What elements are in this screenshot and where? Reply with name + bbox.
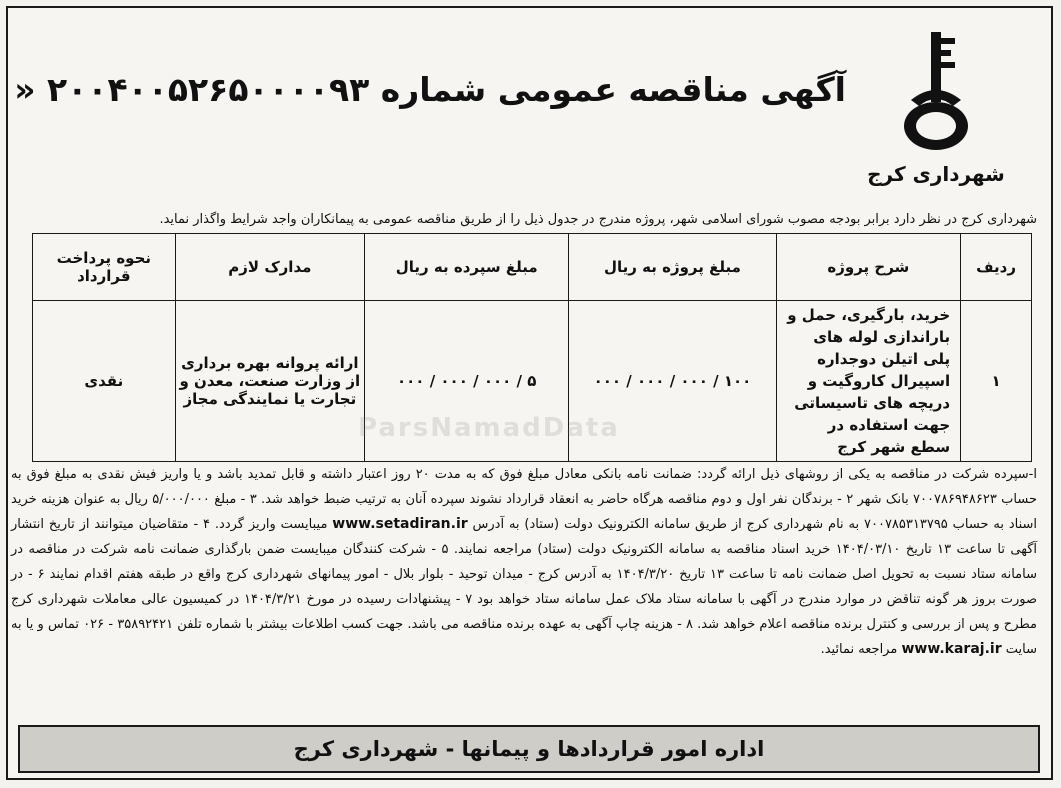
cell-description: خرید، بارگیری، حمل و باراندازی لوله های پلی اتیلن دوجداره اسپیرال کاروگیت و دریچه های تاسیساتی جهت استفاده در سطع شهر کرج [776,301,961,462]
setadiran-link[interactable]: www.setadiran.ir [332,516,468,532]
conditions-part-1: ا-سپرده شرکت در مناقصه به یکی از روشهای ذیل ارائه گردد: ضمانت نامه بانکی معادل مبلغ فوق که به مدت ۲۰ روز اعتبار داشته و قابل تمدید باشد و یا واریز فیش نقدی به مبلغ فوق به حساب ۷۰۰۷۸۶۹۴۸۶۲۳ بانک شهر ۲ - برندگان نفر اول و دوم مناقصه هرگاه حاضر به انعقاد قرارداد نشوند سپرده آنان به ترتیب ضبط خواهد شد. ۳ - مبلغ ۵/۰۰۰/۰۰۰ ریال به عنوان هزینه خرید اسناد به حساب ۷۰۰۷۸۵۳۱۳۷۹۵ به نام شهرداری کرج از طریق سامانه الکترونیک دولت (ستاد) به آدرس [11,467,1038,532]
org-name: شهرداری کرج [867,162,1005,186]
karaj-municipality-logo [861,30,1011,198]
conditions-part-3: مراجعه نمائید. [820,642,898,657]
cell-project-amount: ۱۰۰ / ۰۰۰ / ۰۰۰ / ۰۰۰ [569,301,776,462]
header-description: شرح پروژه [776,234,961,301]
conditions-part-2: میبایست واریز گردد. ۴ - متقاضیان میتوانند از تاریخ انتشار آگهی تا ساعت ۱۳ تاریخ ۱۴۰۴/۰۳/۱۰ خرید اسناد مناقصه به سامانه الکترونیک دولت (ستاد) مراجعه نمایند. ۵ - شرکت کنندگان میبایست ضمن بارگذاری ضمانت نامه شرکت در مناقصه در سامانه ستاد نسبت به تحویل اصل ضمانت نامه تا ساعت ۱۳ تاریخ ۱۴۰۴/۳/۲۰ به آدرس کرج - میدان توحید - بلوار بلال - امور پیمانهای شهرداری کرج واقع در طبقه هفتم اقدام نمایند ۶ - در صورت بروز هر گونه تناقض در موارد مندرج در آگهی با سامانه ستاد ملاک عمل سامانه ستاد خواهد بود ۷ - پیشنهادات رسیده در مورخ ۱۴۰۴/۳/۲۱ در کمیسیون عالی معاملات شهرداری کرج مطرح و پس از بررسی و کنترل برنده مناقصه اعلام خواهد شد. ۸ - هزینه چاپ آگهی به عهده برنده مناقصه می باشد. جهت کسب اطلاعات بیشتر با شماره تلفن ۳۵۸۹۲۴۲۱ - ۰۲۶ تماس و یا به سایت [11,517,1038,657]
intro-text: شهرداری کرج در نظر دارد برابر بودجه مصوب شورای اسلامی شهر، پروژه مندرج در جدول ذیل را از طریق مناقصه عمومی به پیمانکاران واجد شرایط واگذار نماید. [159,212,1037,227]
karaj-website-link[interactable]: www.karaj.ir [901,641,1002,657]
cell-deposit-amount: ۵ / ۰۰۰ / ۰۰۰ / ۰۰۰ [365,301,569,462]
key-emblem-icon [881,30,991,158]
notice-frame [6,6,1053,780]
watermark: ParsNamadData [358,413,620,443]
cell-row-number: ۱ [961,301,1032,462]
conditions-text [11,462,1037,662]
notice-title: آگهی مناقصه عمومی شماره ۲۰۰۴۰۰۵۲۶۵۰۰۰۰۹۳ « [14,70,846,109]
header-row-number: ردیف [961,234,1032,301]
header-deposit-amount: مبلغ سپرده به ریال [365,234,569,301]
header-payment-method: نحوه پرداخت قرارداد [33,234,176,301]
footer-banner: اداره امور قراردادها و پیمانها - شهرداری کرج [18,725,1040,773]
cell-required-documents: ارائه پروانه بهره برداری از وزارت صنعت، معدن و تجارت یا نمایندگی مجاز [175,301,364,462]
table-header-row [33,234,1032,301]
header-required-documents: مدارک لازم [175,234,364,301]
cell-payment-method: نقدی [33,301,176,462]
header-project-amount: مبلغ پروژه به ریال [569,234,776,301]
header [8,8,1051,208]
